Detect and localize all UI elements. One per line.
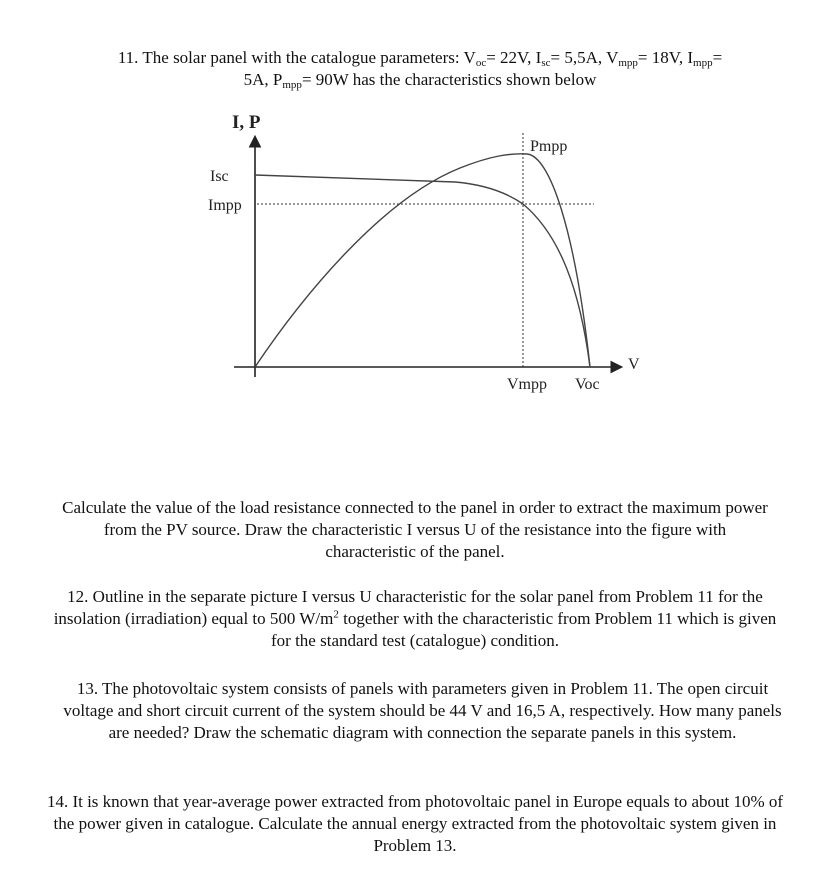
problem-12-text-end: together with the characteristic from Problem 11 which is given for the standard test (catalogue) condition. bbox=[271, 609, 777, 650]
power-curve bbox=[255, 154, 590, 367]
param-sym: V bbox=[606, 48, 619, 67]
param-val: = 5,5A, bbox=[550, 48, 603, 67]
voc-label: Voc bbox=[575, 376, 600, 393]
param-sub: mpp bbox=[618, 57, 638, 69]
problem-13: 13. The photovoltaic system consists of panels with parameters given in Problem 11. The open circuit voltage and short circuit current of the system should be 44 V and 16,5 A, respectively. How many panels are needed? Draw the schematic diagram with connection the separate panels in this system. bbox=[63, 679, 782, 742]
problem-11-task: Calculate the value of the load resistance connected to the panel in order to extract the maximum power from the PV source. Draw the characteristic I versus U of the resistance into the figure with characteristic of the panel. bbox=[62, 498, 768, 561]
param-val: = 90W has the characteristics shown below bbox=[301, 70, 597, 89]
param-sub: oc bbox=[475, 57, 487, 69]
x-axis-label: V bbox=[628, 356, 640, 373]
param-sym: I bbox=[687, 48, 694, 67]
superscript: 2 bbox=[333, 608, 339, 621]
param-sym: P bbox=[272, 70, 283, 89]
pmpp-label: Pmpp bbox=[530, 138, 568, 155]
y-axis-label: I, P bbox=[232, 112, 261, 133]
impp-value: 5A, bbox=[243, 70, 269, 89]
problem-14: 14. It is known that year-average power extracted from photovoltaic panel in Europe equals to about 10% of the power given in catalogue. Calculate the annual energy extracted from the photovoltaic system given in Problem 13. bbox=[46, 792, 784, 855]
param-sub: mpp bbox=[693, 57, 713, 69]
param-val: = bbox=[712, 48, 723, 67]
param-val: = 18V, bbox=[637, 48, 684, 67]
problem-12 bbox=[45, 586, 785, 652]
problem-number: 11. bbox=[117, 48, 139, 67]
intro-text: The solar panel with the catalogue parameters: bbox=[142, 48, 460, 67]
problem-12-text: 12. Outline in the separate picture I versus U characteristic for the solar panel from Problem 11 for the insolation (irradiation) equal to 500 W/m bbox=[53, 587, 763, 628]
param-sym: I bbox=[535, 48, 542, 67]
param-sym: V bbox=[463, 48, 476, 67]
vmpp-label: Vmpp bbox=[507, 376, 547, 393]
param-sub: sc bbox=[541, 57, 551, 69]
param-sub: mpp bbox=[282, 79, 302, 91]
isc-label: Isc bbox=[210, 168, 229, 185]
param-val: = 22V, bbox=[486, 48, 532, 67]
impp-label: Impp bbox=[208, 197, 242, 214]
